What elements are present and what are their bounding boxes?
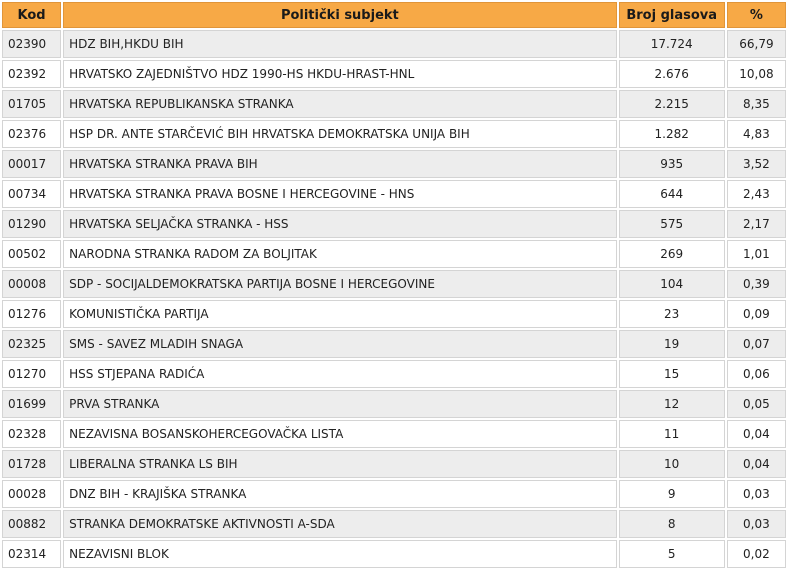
- table-row: [2, 60, 786, 88]
- cell-kod: 01290: [2, 210, 61, 238]
- table-row: [2, 540, 786, 568]
- cell-postotak: 0,09: [727, 300, 786, 328]
- cell-politicki-subjekt: SDP - SOCIJALDEMOKRATSKA PARTIJA BOSNE I HERCEGOVINE: [63, 270, 616, 298]
- cell-broj-glasova: 104: [619, 270, 725, 298]
- cell-postotak: 0,05: [727, 390, 786, 418]
- cell-kod: 02390: [2, 30, 61, 58]
- cell-politicki-subjekt: HSS STJEPANA RADIĆA: [63, 360, 616, 388]
- cell-kod: 00502: [2, 240, 61, 268]
- cell-postotak: 2,43: [727, 180, 786, 208]
- cell-politicki-subjekt: DNZ BIH - KRAJIŠKA STRANKA: [63, 480, 616, 508]
- cell-postotak: 1,01: [727, 240, 786, 268]
- header-postotak: %: [727, 2, 786, 28]
- cell-postotak: 0,02: [727, 540, 786, 568]
- header-row: [2, 2, 786, 28]
- cell-politicki-subjekt: HRVATSKA REPUBLIKANSKA STRANKA: [63, 90, 616, 118]
- header-politicki-subjekt: Politički subjekt: [63, 2, 616, 28]
- cell-kod: 02328: [2, 420, 61, 448]
- cell-postotak: 4,83: [727, 120, 786, 148]
- cell-broj-glasova: 9: [619, 480, 725, 508]
- cell-kod: 01728: [2, 450, 61, 478]
- table-row: [2, 210, 786, 238]
- table-row: [2, 480, 786, 508]
- cell-postotak: 0,03: [727, 510, 786, 538]
- cell-postotak: 0,03: [727, 480, 786, 508]
- cell-postotak: 8,35: [727, 90, 786, 118]
- cell-broj-glasova: 269: [619, 240, 725, 268]
- cell-politicki-subjekt: HRVATSKA STRANKA PRAVA BIH: [63, 150, 616, 178]
- table-row: [2, 360, 786, 388]
- cell-politicki-subjekt: LIBERALNA STRANKA LS BIH: [63, 450, 616, 478]
- cell-broj-glasova: 2.676: [619, 60, 725, 88]
- cell-kod: 00008: [2, 270, 61, 298]
- cell-kod: 02325: [2, 330, 61, 358]
- cell-politicki-subjekt: KOMUNISTIČKA PARTIJA: [63, 300, 616, 328]
- cell-postotak: 3,52: [727, 150, 786, 178]
- cell-broj-glasova: 10: [619, 450, 725, 478]
- cell-kod: 00017: [2, 150, 61, 178]
- header-broj-glasova: Broj glasova: [619, 2, 725, 28]
- cell-politicki-subjekt: SMS - SAVEZ MLADIH SNAGA: [63, 330, 616, 358]
- cell-broj-glasova: 2.215: [619, 90, 725, 118]
- cell-broj-glasova: 5: [619, 540, 725, 568]
- cell-kod: 00734: [2, 180, 61, 208]
- cell-postotak: 66,79: [727, 30, 786, 58]
- cell-postotak: 2,17: [727, 210, 786, 238]
- table-row: [2, 150, 786, 178]
- table-row: [2, 30, 786, 58]
- cell-kod: 01270: [2, 360, 61, 388]
- cell-postotak: 0,07: [727, 330, 786, 358]
- cell-broj-glasova: 23: [619, 300, 725, 328]
- table-row: [2, 510, 786, 538]
- cell-broj-glasova: 1.282: [619, 120, 725, 148]
- table-row: [2, 390, 786, 418]
- cell-postotak: 0,04: [727, 450, 786, 478]
- table-row: [2, 330, 786, 358]
- cell-politicki-subjekt: NEZAVISNA BOSANSKOHERCEGOVAČKA LISTA: [63, 420, 616, 448]
- table-row: [2, 270, 786, 298]
- cell-broj-glasova: 17.724: [619, 30, 725, 58]
- cell-kod: 00028: [2, 480, 61, 508]
- cell-politicki-subjekt: HRVATSKO ZAJEDNIŠTVO HDZ 1990-HS HKDU-HRAST-HNL: [63, 60, 616, 88]
- cell-politicki-subjekt: HDZ BIH,HKDU BIH: [63, 30, 616, 58]
- cell-postotak: 0,06: [727, 360, 786, 388]
- cell-broj-glasova: 935: [619, 150, 725, 178]
- cell-politicki-subjekt: STRANKA DEMOKRATSKE AKTIVNOSTI A-SDA: [63, 510, 616, 538]
- cell-broj-glasova: 8: [619, 510, 725, 538]
- cell-kod: 01705: [2, 90, 61, 118]
- cell-broj-glasova: 644: [619, 180, 725, 208]
- table-body: [2, 30, 786, 568]
- cell-broj-glasova: 12: [619, 390, 725, 418]
- header-kod: Kod: [2, 2, 61, 28]
- cell-postotak: 0,39: [727, 270, 786, 298]
- cell-broj-glasova: 575: [619, 210, 725, 238]
- cell-postotak: 0,04: [727, 420, 786, 448]
- cell-politicki-subjekt: NEZAVISNI BLOK: [63, 540, 616, 568]
- cell-politicki-subjekt: HRVATSKA SELJAČKA STRANKA - HSS: [63, 210, 616, 238]
- cell-politicki-subjekt: HSP DR. ANTE STARČEVIĆ BIH HRVATSKA DEMOKRATSKA UNIJA BIH: [63, 120, 616, 148]
- cell-kod: 02314: [2, 540, 61, 568]
- cell-postotak: 10,08: [727, 60, 786, 88]
- table-row: [2, 420, 786, 448]
- cell-kod: 01276: [2, 300, 61, 328]
- cell-politicki-subjekt: NARODNA STRANKA RADOM ZA BOLJITAK: [63, 240, 616, 268]
- cell-kod: 02376: [2, 120, 61, 148]
- table-row: [2, 240, 786, 268]
- cell-broj-glasova: 15: [619, 360, 725, 388]
- cell-kod: 01699: [2, 390, 61, 418]
- table-header: [2, 2, 786, 28]
- table-row: [2, 120, 786, 148]
- table-row: [2, 300, 786, 328]
- table-row: [2, 90, 786, 118]
- table-row: [2, 180, 786, 208]
- cell-kod: 00882: [2, 510, 61, 538]
- cell-politicki-subjekt: PRVA STRANKA: [63, 390, 616, 418]
- cell-broj-glasova: 11: [619, 420, 725, 448]
- table-row: [2, 450, 786, 478]
- cell-broj-glasova: 19: [619, 330, 725, 358]
- cell-politicki-subjekt: HRVATSKA STRANKA PRAVA BOSNE I HERCEGOVINE - HNS: [63, 180, 616, 208]
- cell-kod: 02392: [2, 60, 61, 88]
